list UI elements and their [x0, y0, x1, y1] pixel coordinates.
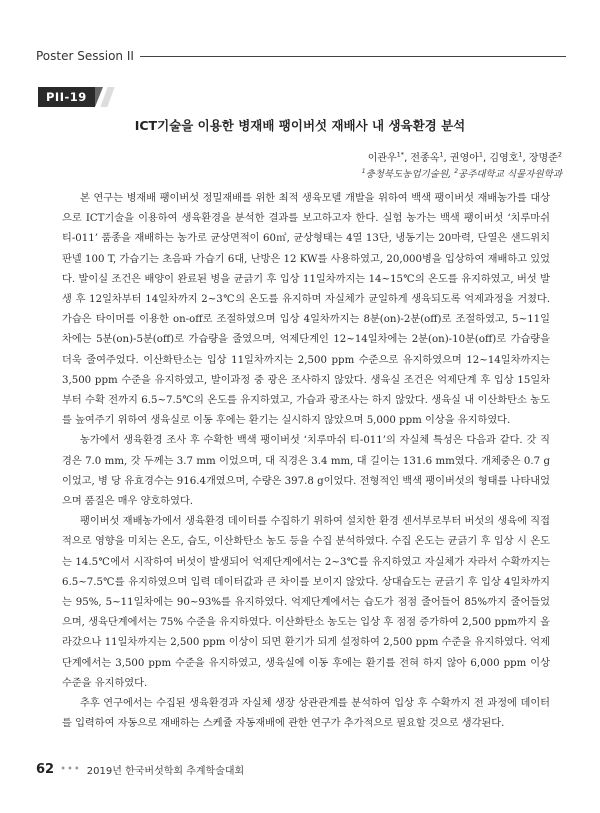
paragraph: 본 연구는 병재배 팽이버섯 정밀재배를 위한 최적 생육모델 개발을 위하여 백색 팽이버섯 재배농가를 대상으로 ICT기술을 이용하여 생육환경을 분석한 결과를 보고하고자 한다. 실험 농가는 백색 팽이버섯 ‘치루마쉬 티-011’ 품종을 재배하는 농가로 균상면적이 60㎡, 균상형태는 4열 13단, 냉동기는 20마력, 단열은 샌드위치 판넬 100 T, 가습기는 초음파 가습기 6대, 난방은 12 KW를 사용하였고, 20,000병을 입상하여 재배하고 있었다. 발이실 조건은 배양이 완료된 병을 균긁기 후 입상 11일차까지는 14~15℃의 온도를 유지하였고, 버섯 발생 후 12일차부터 14일차까지 2~3℃의 온도를 유지하며 자실체가 균일하게 생육되도록 억제과정을 거쳤다. 가습은 타이머를 이용한 on-off로 조절하였으며 입상 4일차까지는 8분(on)-2분(off)로 조절하였고, 5~11일차에는 5분(on)-5분(off)로 가습량을 줄였으며, 억제단계인 12~14일차에는 2분(on)-10분(off)로 가습량을 더욱 줄여주었다. 이산화탄소는 입상 11일차까지는 2,500 ppm 수준으로 유지하였으며 12~14일차까지는 3,500 ppm 수준을 유지하였고, 발이과정 중 광은 조사하지 않았다. 생육실 조건은 억제단계 후 입상 15일차부터 수확 전까지 6.5~7.5℃의 온도를 유지하였고, 가습과 광조사는 하지 않았다. 생육실 내 이산화탄소 농도를 높여주기 위하여 생육실로 이동 후에는 환기는 실시하지 않았으며 5,000 ppm 이상을 유지하였다.: [62, 193, 550, 427]
author-name: 전종옥: [410, 153, 440, 164]
poster-code: PII-19: [38, 87, 95, 107]
affil-sup: 1: [361, 167, 366, 175]
paragraph: 팽이버섯 재배농가에서 생육환경 데이터를 수집하기 위하여 설치한 환경 센서부로부터 버섯의 생육에 직접적으로 영향을 미치는 온도, 습도, 이산화탄소 농도 등을 수집 분석하였다. 수집 온도는 균긁기 후 입상 시 온도는 14.5℃에서 시작하여 버섯이 발생되어 억제단계에서는 2~3℃를 유지하였고 자실체가 자라서 수확까지는 6.5~7.5℃를 유지하였으며 입력 데이터값과 큰 차이를 보이지 않았다. 상대습도는 균긁기 후 입상 4일차까지는 95%, 5~11일차에는 90~93%를 유지하였다. 억제단계에서는 습도가 점점 줄어들어 85%까지 줄어들었으며, 생육단계에서는 75% 수준을 유지하였다. 이산화탄소 농도는 입상 후 점점 증가하여 2,500 ppm까지 올라갔으나 11일차까지는 2,500 ppm 이상이 되면 환기가 되게 설정하여 2,500 ppm 수준을 유지하였다. 억제단계에서는 3,500 ppm 수준을 유지하였고, 생육실에 이동 후에는 환기를 전혀 하지 않아 6,000 ppm 이상 수준을 유지하였다.: [62, 516, 550, 689]
author-sup: 1: [439, 150, 444, 159]
paper-title: ICT기술을 이용한 병재배 팽이버섯 재배사 내 생육환경 분석: [134, 118, 466, 133]
header-rule: [140, 56, 566, 57]
author-name: 이관우: [367, 153, 397, 164]
paragraph: 농가에서 생육환경 조사 후 수확한 백색 팽이버섯 ‘치루마쉬 티-011’의 자실체 특성은 다음과 같다. 갓 직경은 7.0 mm, 갓 두께는 3.7 mm 이었으며, 대 직경은 3.4 mm, 대 길이는 131.6 mm였다. 개체중은 0.7 g이었고, 병 당 유효경수는 916.4개였으며, 수량은 397.8 g이었다. 전형적인 백색 팽이버섯의 형태를 나타내었으며 품질은 매우 양호하였다.: [62, 435, 550, 508]
page-footer: [36, 762, 244, 777]
author-list: 이관우$^{1*}$, 전종옥$^1$, 권영아$^1$, 김영호$^1$, 장명준$^2$: [367, 150, 562, 164]
page-number: 62: [36, 762, 55, 777]
affiliations: $^1$충청북도농업기술원, $^2$공주대학교 식물자원학과: [361, 167, 562, 180]
conference-name: 2019년 한국버섯학회 추계학술대회: [86, 766, 245, 777]
poster-badge: [38, 87, 124, 107]
author-sup: 1: [518, 150, 523, 159]
abstract-body: [62, 189, 550, 734]
paragraph: 추후 연구에서는 수집된 생육환경과 자실체 생장 상관관계를 분석하여 입상 후 수확까지 전 과정에 데이터를 입력하여 자동으로 재배하는 스케쥴 자동재배에 관한 연구가 추가적으로 필요할 것으로 생각된다.: [62, 698, 550, 730]
affil-name: 충청북도농업기술원: [365, 169, 449, 180]
author-sup: 2: [557, 150, 562, 159]
author-name: 권영아: [449, 153, 479, 164]
affil-sup: 2: [454, 167, 459, 175]
footer-dots: •••: [60, 764, 81, 775]
author-name: 김영호: [489, 153, 519, 164]
author-sup: 1: [478, 150, 484, 159]
author-name: 장명준: [528, 153, 558, 164]
affil-name: 공주대학교 식물자원학과: [458, 169, 562, 180]
section-label: Poster Session II: [36, 49, 134, 63]
running-header: [36, 46, 566, 66]
author-sup: 1*: [396, 150, 405, 159]
